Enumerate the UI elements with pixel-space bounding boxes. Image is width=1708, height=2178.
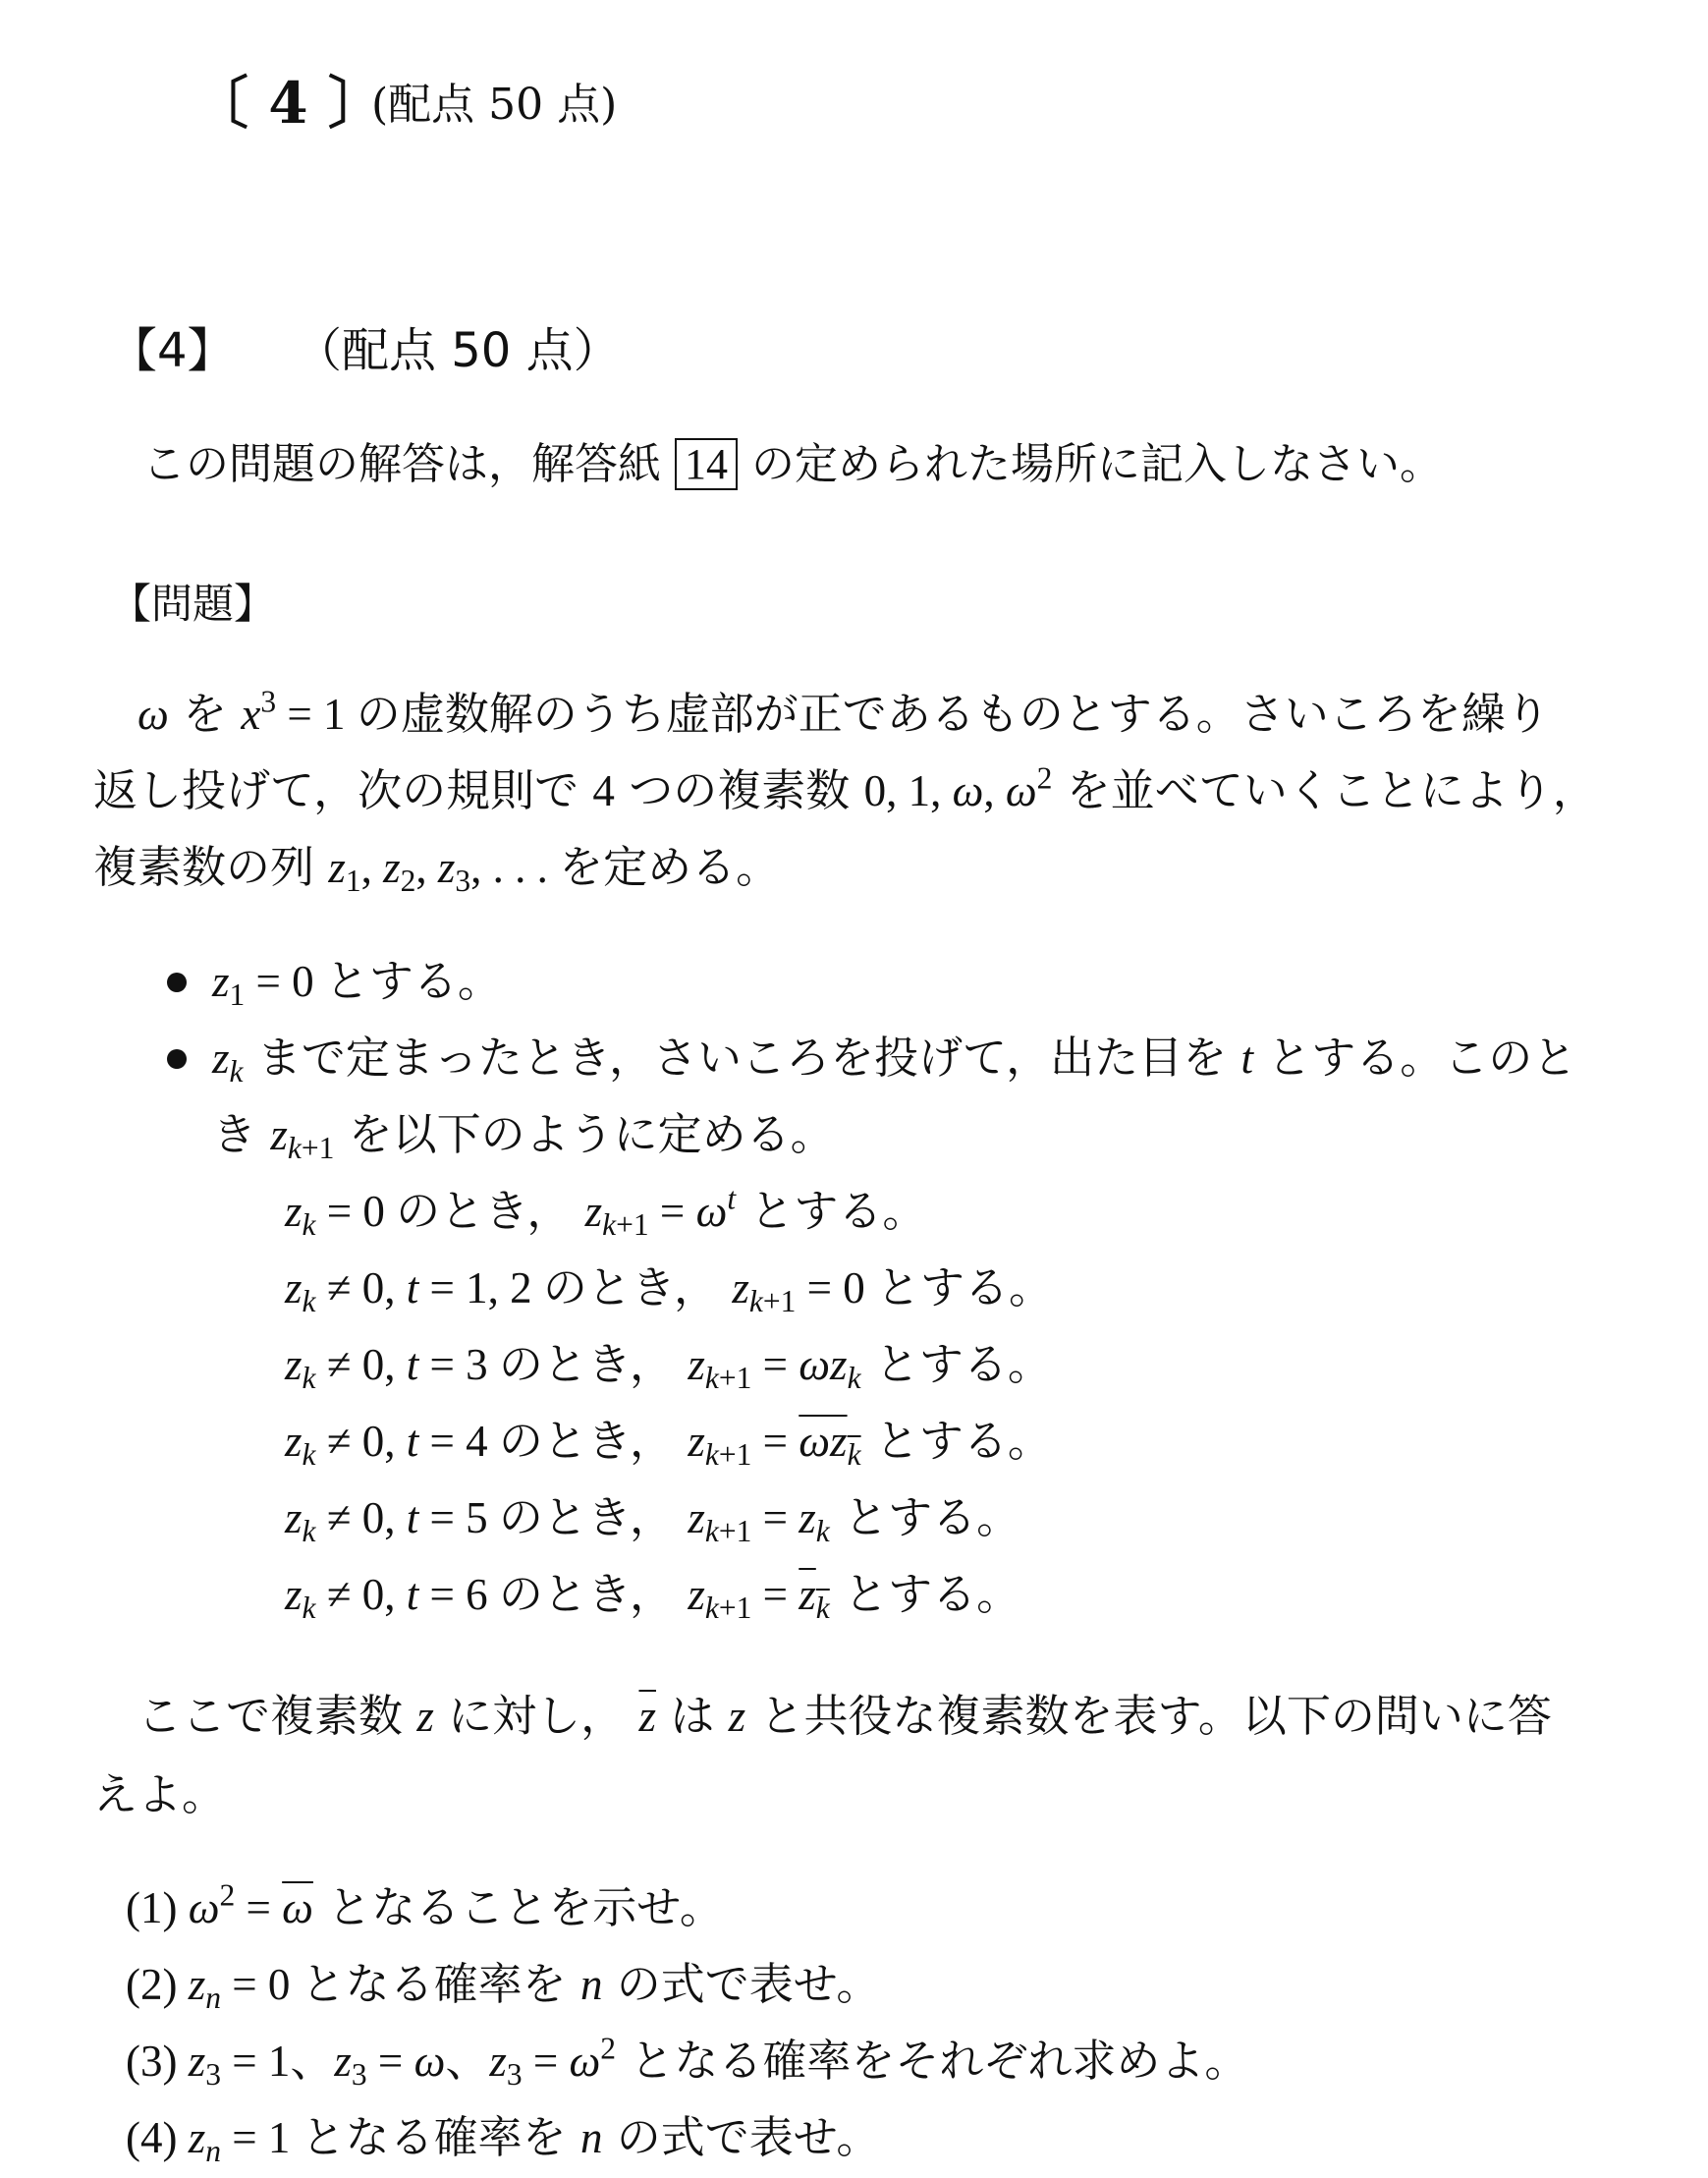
intro-line-2: 返し投げて，次の規則で 4 つの複素数 0, 1, ω, $\omega^2$ を並べていくことにより， <box>93 760 1597 816</box>
header-small-points: (配点 50 点) <box>371 80 618 130</box>
rule-bullet-2: $z_k$ まで定まったとき，さいころを投げて，出た目を t とする。このと <box>167 1022 1576 1086</box>
closing-line-2: えよ。 <box>93 1768 227 1820</box>
question-3: (3) $z_3 = 1$、$z_3 = \omega$、$z_3 = \omega^2$ となる確率をそれぞれ求めよ。 <box>126 2031 1249 2092</box>
case-t-6: $z_k \ne 0$, t = 6 のとき， $z_{k+1} = z_k$ とする。 <box>285 1568 1021 1625</box>
intro-line-1: ω を $x^3 = 1$ の虚数解のうち虚部が正であるものとする。さいころを繰り <box>138 684 1550 740</box>
case-t-any: $z_k = 0$ のとき， $z_{k+1} = \omega^t$ とする。 <box>285 1181 927 1242</box>
bullet-icon <box>167 973 187 992</box>
header-small-label: 〔 4 〕 <box>192 70 385 137</box>
rule-bullet-2-cont: き $z_{k+1}$ を以下のように定める。 <box>212 1108 835 1165</box>
question-2: (2) $z_n = 0$ となる確率を n の式で表せ。 <box>126 1958 881 2015</box>
instruction-line: この問題の解答は，解答紙 14 の定められた場所に記入しなさい。 <box>142 439 1443 489</box>
rule-bullet-1: $z_1 = 0$ とする。 <box>167 945 502 1009</box>
header-large-label: 【4】 <box>110 323 235 378</box>
bullet-icon <box>167 1049 187 1069</box>
case-t-5: $z_k \ne 0$, t = 5 のとき， $z_{k+1} = z_k$ とする。 <box>285 1491 1021 1548</box>
case-t-1-2: $z_k \ne 0$, t = 1, 2 のとき， $z_{k+1} = 0$ とする。 <box>285 1261 1054 1318</box>
question-1: (1) $\omega^2 = \overline{\omega}$ となることを示せ。 <box>126 1877 724 1933</box>
case-t-3: $z_k \ne 0$, t = 3 のとき， $z_{k+1} = \omega z_k$ とする。 <box>285 1338 1052 1395</box>
intro-line-3: 複素数の列 $z_1$, $z_2$, $z_3$, . . . を定める。 <box>93 841 781 898</box>
answer-sheet-box: 14 <box>675 438 738 490</box>
case-t-4: $z_k \ne 0$, t = 4 のとき， $z_{k+1} = \omega z_k$ とする。 <box>285 1415 1052 1472</box>
question-4: (4) $z_n = 1$ となる確率を n の式で表せ。 <box>126 2111 881 2168</box>
section-label: 【問題】 <box>110 580 276 628</box>
header-large-points: （配点 50 点） <box>295 323 621 378</box>
closing-line-1: ここで複素数 z に対し， $\overline{z}$ は z と共役な複素数を表す。以下の問いに答 <box>138 1690 1552 1742</box>
